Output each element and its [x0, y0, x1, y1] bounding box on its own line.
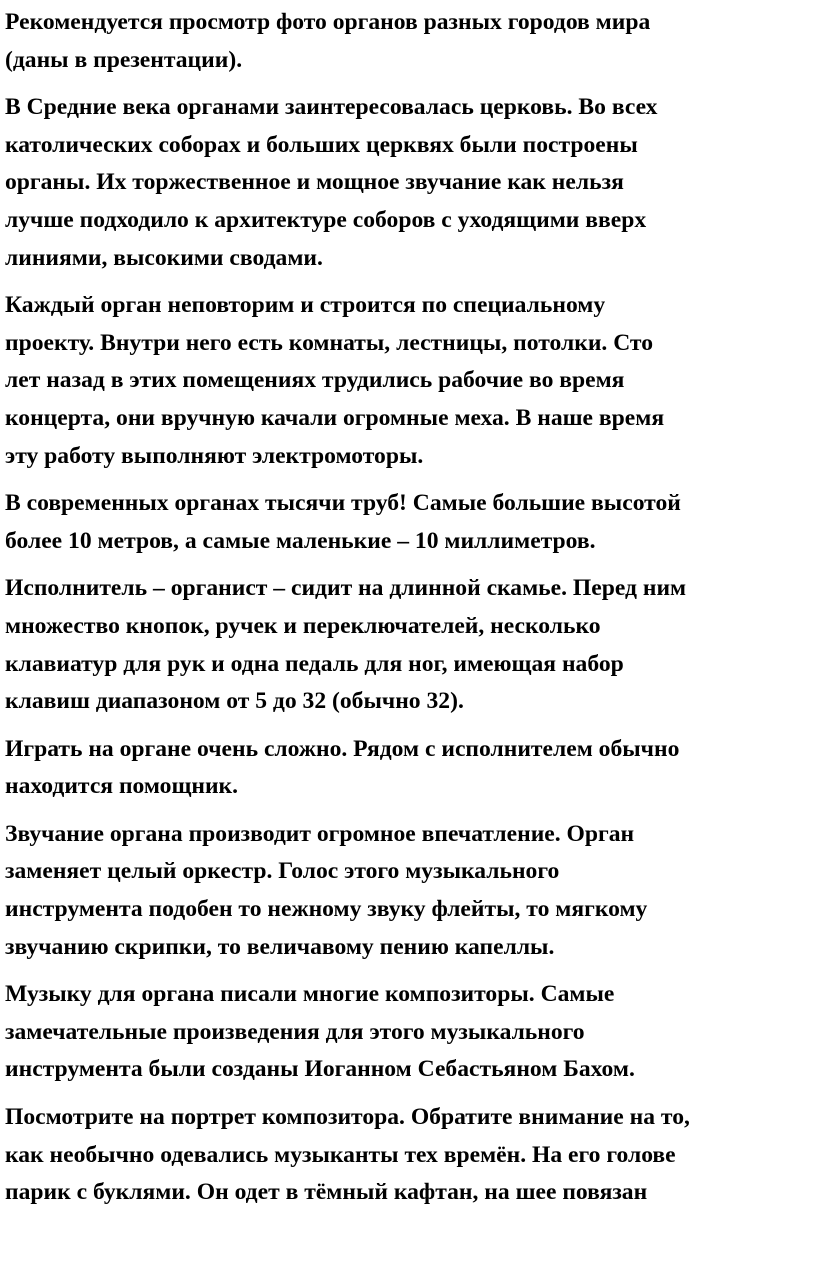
text-line: Посмотрите на портрет композитора. Обратите внимание на то, — [5, 1104, 690, 1131]
text-line: концерта, они вручную качали огромные меха. В наше время — [5, 404, 665, 431]
text-line: лучше подходило к архитектуре соборов с уходящими вверх — [5, 206, 647, 233]
text-line: как необычно одевались музыканты тех времён. На его голове — [5, 1141, 676, 1168]
paragraph-organ-construction — [5, 287, 816, 475]
text-line: Исполнитель – органист – сидит на длинной скамье. Перед ним — [5, 575, 687, 602]
text-line: Звучание органа производит огромное впечатление. Орган — [5, 820, 635, 847]
text-line: Музыку для органа писали многие композиторы. Самые — [5, 981, 615, 1008]
text-line: звучанию скрипки, то величавому пению капеллы. — [5, 933, 555, 960]
text-line: органы. Их торжественное и мощное звучание как нельзя — [5, 169, 624, 196]
text-line: инструмента подобен то нежному звуку флейты, то мягкому — [5, 896, 648, 923]
text-line: заменяет целый оркестр. Голос этого музыкального — [5, 858, 560, 885]
text-line: проекту. Внутри него есть комнаты, лестницы, потолки. Сто — [5, 329, 654, 356]
paragraph-performer — [5, 570, 816, 720]
text-line: инструмента были созданы Иоганном Себастьяном Бахом. — [5, 1056, 635, 1083]
text-line: множество кнопок, ручек и переключателей, несколько — [5, 612, 601, 639]
text-line: В современных органах тысячи труб! Самые большие высотой — [5, 490, 681, 517]
paragraph-portrait — [5, 1099, 816, 1212]
text-line: линиями, высокими сводами. — [5, 244, 323, 271]
paragraph-composers — [5, 976, 816, 1089]
text-line: Играть на органе очень сложно. Рядом с исполнителем обычно — [5, 735, 680, 762]
text-line: Рекомендуется просмотр фото органов разных городов мира — [5, 9, 651, 35]
text-line: эту работу выполняют электромоторы. — [5, 442, 424, 469]
text-line: Каждый орган неповторим и строится по специальному — [5, 292, 606, 319]
text-line: более 10 метров, а самые маленькие – 10 миллиметров. — [5, 527, 596, 554]
text-line: находится помощник. — [5, 773, 239, 800]
paragraph-recommendation — [5, 4, 816, 79]
paragraph-difficulty — [5, 731, 816, 806]
paragraph-middle-ages — [5, 89, 816, 277]
text-line: В Средние века органами заинтересовалась церковь. Во всех — [5, 94, 658, 121]
text-line: лет назад в этих помещениях трудились рабочие во время — [5, 367, 625, 394]
text-line: клавиатур для рук и одна педаль для ног, имеющая набор — [5, 650, 624, 677]
text-line: клавиш диапазоном от 5 до 32 (обычно 32). — [5, 688, 464, 715]
text-line: парик с буклями. Он одет в тёмный кафтан, на шее повязан — [5, 1179, 648, 1206]
text-line: (даны в презентации). — [5, 46, 243, 73]
text-line: замечательные произведения для этого музыкального — [5, 1018, 585, 1045]
paragraph-sound — [5, 816, 816, 966]
paragraph-pipes — [5, 485, 816, 560]
text-line: католических соборах и больших церквях были построены — [5, 131, 638, 158]
